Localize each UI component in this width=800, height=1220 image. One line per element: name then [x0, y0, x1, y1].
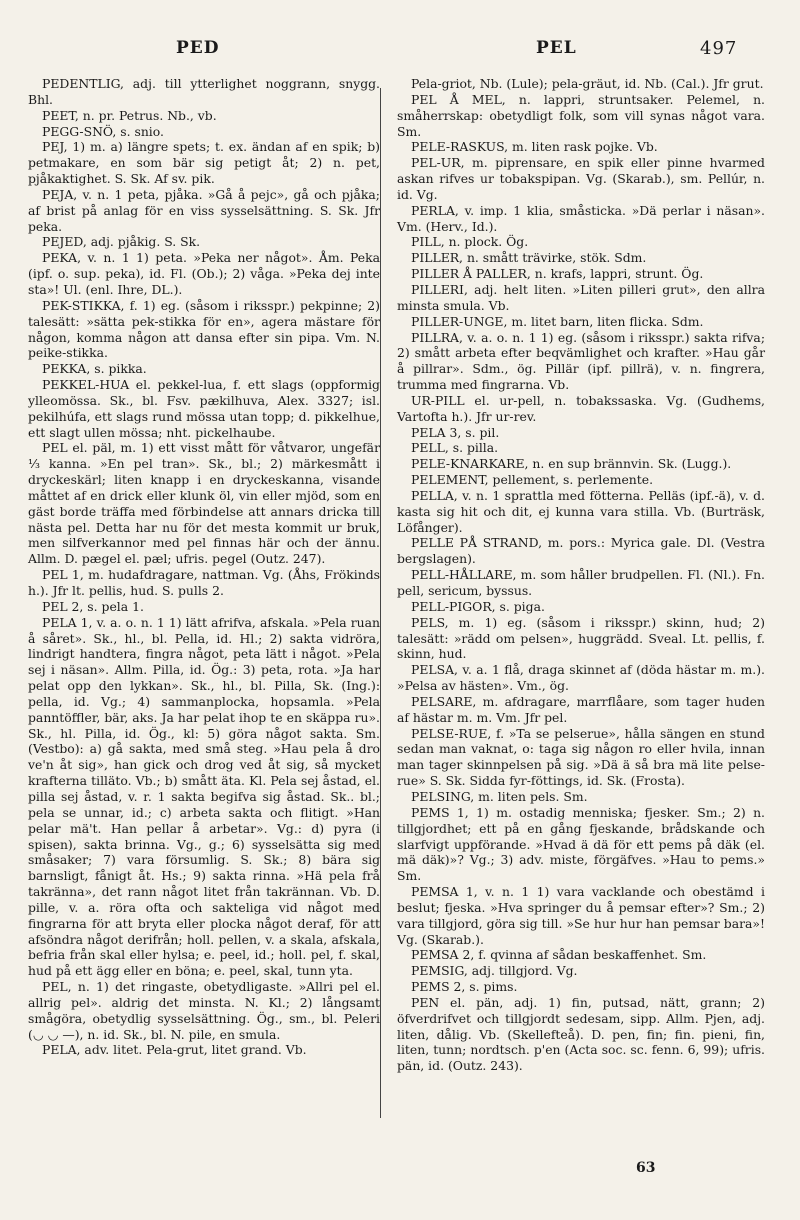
dictionary-entry: PELL-HÅLLARE, m. som håller brudpellen. Fl. (Nl.). Fn. pell, sericum, byssus.	[397, 567, 765, 598]
dictionary-entry: PEK-STIKKA, f. 1) eg. (såsom i riksspr.) pekpinne; 2) talesätt: »sätta pek-stikka för en», agera mästare för någon, komma någon att dansa efter sin pipa. Vm. N. peike-stikka.	[28, 297, 380, 361]
dictionary-entry: PELSING, m. liten pels. Sm.	[411, 788, 588, 804]
right-column	[397, 76, 765, 1074]
dictionary-entry: PERLA, v. imp. 1 klia, småsticka. »Dä perlar i näsan». Vm. (Herv., Id.).	[397, 202, 765, 234]
dictionary-entry: PELL, s. pilla.	[411, 440, 499, 456]
dictionary-entry: PEL 1, m. hudafdragare, nattman. Vg. (Åhs, Frökinds h.). Jfr lt. pellis, hud. S. pulls 2.	[28, 567, 380, 598]
dictionary-entry: PEL-UR, m. piprensare, en spik eller pinne hvarmed askan rifves ur tobakspipan. Vg. (Skarab.), sm. Pellúr, n. id. Vg.	[397, 155, 765, 202]
dictionary-entry: PILLER Å PALLER, n. krafs, lappri, strunt. Ög.	[411, 266, 704, 282]
dictionary-entry: PEMSIG, adj. tillgjord. Vg.	[411, 963, 578, 979]
dictionary-entry: PELSE-RUE, f. »Ta se pelserue», hålla sängen en stund sedan man vaknat, o: taga sig någon ro eller hvila, innan man tager skinnpelsen på sig. »Dä ä så bra mä lite pelse-rue» S. Sk. Sidda fyr-föttings, id. Sk. (Frosta).	[397, 725, 765, 789]
dictionary-entry: PEJED, adj. pjåkig. S. Sk.	[42, 234, 201, 250]
dictionary-entry: PILLRA, v. a. o. n. 1 1) eg. (såsom i riksspr.) sakta rifva; 2) smått arbeta efter beqvämlighet och krafter. »Hau går å pillrar». Sdm., ög. Pillär (ipf. pillrä), v. n. fingrera, trumma med fingrarna. Vb.	[397, 329, 765, 393]
dictionary-entry: PELLA, v. n. 1 sprattla med fötterna. Pelläs (ipf.-ä), v. d. kasta sig hit och dit, ej kunna vara stilla. Vb. (Burträsk, Löfånger).	[397, 487, 765, 535]
dictionary-entry: PELSARE, m. afdragare, marrflåare, som tager huden af hästar m. m. Vm. Jfr pel.	[397, 693, 765, 725]
dictionary-entry: PELA 3, s. pil.	[411, 424, 500, 440]
dictionary-entry: PILL, n. plock. Ög.	[411, 234, 529, 250]
dictionary-entry: PELE-RASKUS, m. liten rask pojke. Vb.	[411, 139, 658, 155]
dictionary-entry: PELEMENT, pellement, s. perlemente.	[411, 472, 654, 488]
dictionary-entry: PEKKA, s. pikka.	[42, 361, 147, 377]
dictionary-entry: PELL-PIGOR, s. piga.	[411, 598, 545, 614]
dictionary-entry: PEET, n. pr. Petrus. Nb., vb.	[42, 107, 217, 123]
dictionary-entry: PEL Å MEL, n. lappri, struntsaker. Pelemel, n. småherrskap: obetydligt folk, som vill synas något vara. Sm.	[397, 91, 765, 139]
dictionary-entry: PILLER, n. smått trävirke, stök. Sdm.	[411, 250, 647, 266]
dictionary-entry: PEKKEL-HUA el. pekkel-lua, f. ett slags (oppformig ylleomössa. Sk., bl. Fsv. pækilhuva, Alex. 3327; isl. pekilhúfa, ett slags rund mössa utan topp; d. pikkelhue, ett slagt ullen mössa; nht. pickelhaube.	[28, 377, 380, 440]
dictionary-entry: PEL el. päl, m. 1) ett visst mått för våtvaror, ungefär ⅓ kanna. »En pel tran». Sk., bl.; 2) märkesmått i dryckeskärl; liten knapp i en dryckeskanna, visande måttet af en drick eller klunk öl, vin eller mjöd, som en gäst borde träffa med förbindelse att annars dricka till nästa pel. Detta har nu för det mesta kommit ur bruk, men silfverkannor med pel finnas här och der ännu. Allm. D. pægel el. pæl; ufris. pegel (Outz. 247).	[28, 440, 380, 567]
dictionary-entry: PELE-KNARKARE, n. en sup brännvin. Sk. (Lugg.).	[411, 456, 732, 472]
dictionary-entry: Pela-griot, Nb. (Lule); pela-gräut, id. Nb. (Cal.). Jfr grut.	[411, 76, 764, 91]
dictionary-entry: PEMS 2, s. pims.	[411, 979, 518, 995]
dictionary-entry: PILLERI, adj. helt liten. »Liten pilleri grut», den allra minsta smula. Vb.	[397, 281, 765, 313]
dictionary-entry: PEGG-SNÖ, s. snio.	[42, 123, 164, 139]
dictionary-entry: PEJ, 1) m. a) längre spets; t. ex. ändan af en spik; b) petmakare, en som bär sig petigt åt; 2) n. pet, pjåkaktighet. S. Sk. Af sv. pik.	[28, 139, 380, 187]
dictionary-entry: PELA, adv. litet. Pela-grut, litet grand. Vb.	[42, 1042, 307, 1058]
dictionary-entry: PEMSA 2, f. qvinna af sådan beskaffenhet. Sm.	[411, 947, 707, 963]
left-column	[28, 76, 380, 1058]
dictionary-entry: UR-PILL el. ur-pell, n. tobakssaska. Vg. (Gudhems, Vartofta h.). Jfr ur-rev.	[397, 392, 765, 424]
dictionary-entry: PILLER-UNGE, m. litet barn, liten flicka. Sdm.	[411, 313, 704, 329]
page-number: 497	[700, 38, 738, 59]
dictionary-entry: PELLE PÅ STRAND, m. pors.: Myrica gale. Dl. (Vestra bergslagen).	[397, 535, 765, 567]
dictionary-entry: PEL, n. 1) det ringaste, obetydligaste. »Allri pel el. allrig pel». aldrig det minsta. N. Kl.; 2) långsamt smågöra, obetydlig sysselsättning. Ög., sm., bl. Peleri (◡ ◡ —), n. id. Sk., bl. N. pile, en smula.	[28, 979, 380, 1042]
dictionary-entry: PEJA, v. n. 1 peta, pjåka. »Gå å pejc», gå och pjåka; af brist på anlag för en viss sysselsättning. S. Sk. Jfr peka.	[28, 186, 380, 234]
dictionary-entry: PEMS 1, 1) m. ostadig menniska; fjesker. Sm.; 2) n. tillgjordhet; ett på en gång fjeskande, brådskande och slarfvigt uppförande. »Hvad ä dä för ett pems på däk (el. mä däk)»? Vg.; 3) adv. miste, förgäfves. »Hau to pems.» Sm.	[397, 804, 765, 884]
dictionary-entry: PELS, m. 1) eg. (såsom i riksspr.) skinn, hud; 2) talesätt: »rädd om pelsen», huggrädd. Sveal. Lt. pellis, f. skinn, hud.	[397, 614, 765, 662]
dictionary-entry: PEL 2, s. pela 1.	[42, 598, 144, 614]
dictionary-entry: PELSA, v. a. 1 flå, draga skinnet af (döda hästar m. m.). »Pelsa av hästen». Vm., ög.	[397, 662, 765, 694]
dictionary-entry: PEN el. pän, adj. 1) fin, putsad, nätt, grann; 2) öfverdrifvet och tillgjordt sedesam, sipp. Allm. Pjen, adj. liten, dålig. Vb. (Skellefteå). D. pen, fin; fin. pieni, fin, liten, tunn; nordtsch. p'en (Acta soc. sc. fenn. 6, 99); ufris. pän, id. (Outz. 243).	[397, 994, 765, 1074]
column-divider	[380, 88, 381, 1118]
dictionary-entry: PEKA, v. n. 1 1) peta. »Peka ner något». Åm. Peka (ipf. o. sup. peka), id. Fl. (Ob.); 2) våga. »Peka dej inte sta»! Ul. (enl. Ihre, DL.).	[28, 250, 380, 297]
dictionary-entry: PEMSA 1, v. n. 1 1) vara vacklande och obestämd i beslut; fjeska. »Hva springer du å pemsar efter»? Sm.; 2) vara tillgjord, göra sig till. »Se hur hur han pemsar bara»! Vg. (Skarab.).	[397, 884, 765, 947]
dictionary-entry: PELA 1, v. a. o. n. 1 1) lätt afrifva, afskala. »Pela ruan å såret». Sk., hl., bl. Pella, id. Hl.; 2) sakta vidröra, lindrigt handtera, fingra något, peta lätt i något. »Pela sej i näsan». Allm. Pilla, id. Ög.: 3) peta, rota. »Ja har pelat opp den lykkan». Sk., hl., bl. Pilla, Sk. (Ing.): pella, id. Vg.; 4) sammanplocka, hopsamla. »Pela panntöffler, bär, aks. Ja har pelat ihop te en skäppa ru». Sk., hl. Pilla, id. Ög., kl: 5) göra något sakta. Sm. (Vestbo): a) gå sakta, med små steg. »Hau pela å dro ve'n åt sig», han gick och drog ved åt sig, så mycket krafterna tilläto. Vb.; b) smått äta. Kl. Pela sej åstad, el. pilla sej åstad, v. r. 1 sakta begifva sig åstad. Sk.. bl.; pela se unnar, id.; c) arbeta sakta och flitigt. »Han pelar mä't. Han pellar å arbetar». Vg.: d) pyra (i spisen), sakta brinna. Vg., g.; 6) sysselsätta sig med småsaker; 7) vara försumlig. S. Sk.; 8) bära sig barnsligt, fånigt åt. Hs.; 9) sakta rinna. »Hä pela frå takränna», det rann något litet från takrännan. Vb. D. pille, v. a. röra ofta och sakteliga vid något med fingrarna för att bryta eller plocka något deraf, för att afsöndra något derifrån; holl. pellen, v. a skala, afskala, befria från skal eller hylsa; e. peel, id.; holl. pel, f. skal, hud på ett ägg eller en böna; e. peel, skal, tunn yta.	[28, 614, 380, 979]
dictionary-entry: PEDENTLIG, adj. till ytterlighet noggrann, snygg. Bhl.	[28, 76, 380, 107]
running-head-left: PED	[176, 38, 220, 58]
running-head-right: PEL	[536, 38, 577, 58]
signature-mark: 63	[636, 1160, 656, 1176]
